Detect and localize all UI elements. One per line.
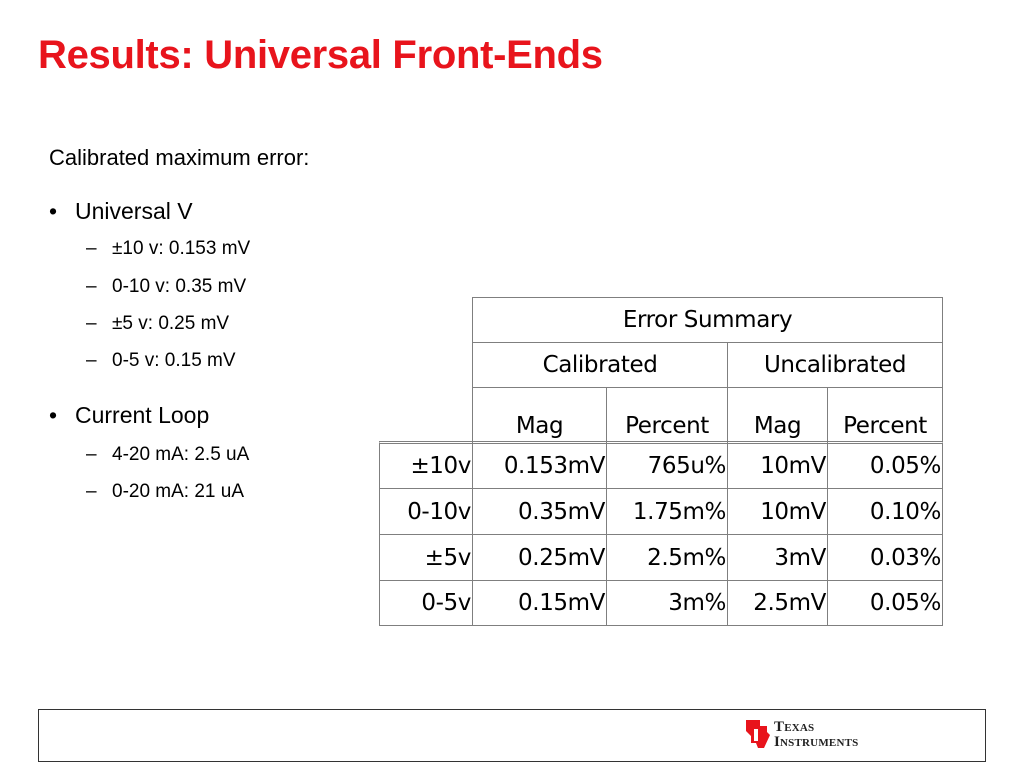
row-label: ±10v [379, 441, 473, 489]
table-cell: 3mV [727, 534, 828, 581]
table-cell: 10mV [727, 488, 828, 535]
table-cell: 0.10% [827, 488, 943, 535]
table-cell: 1.75m% [606, 488, 728, 535]
ti-logo [742, 716, 872, 752]
slide-title: Results: Universal Front-Ends [38, 33, 603, 77]
subheader-percent: Percent [606, 387, 728, 442]
group-uncalibrated: Uncalibrated [727, 342, 943, 388]
table-cell: 0.25mV [472, 534, 607, 581]
row-label: ±5v [379, 534, 473, 581]
subheader-percent: Percent [827, 387, 943, 442]
bullet-label: Universal V [75, 198, 193, 224]
bullet-dot: • [49, 402, 58, 428]
sub-item: – 0-5 v: 0.15 mV [86, 350, 236, 371]
row-label: 0-10v [379, 488, 473, 535]
bullet-label: Current Loop [75, 402, 210, 428]
bullet-dot: • [49, 198, 58, 224]
logo-line-1: Texas [774, 719, 815, 735]
table-cell: 2.5mV [727, 580, 828, 626]
table-title: Error Summary [472, 297, 943, 343]
table-cell: 0.03% [827, 534, 943, 581]
table-cell: 0.153mV [472, 441, 607, 489]
row-label: 0-5v [379, 580, 473, 626]
table-cell: 10mV [727, 441, 828, 489]
texas-instruments-logo-icon [742, 717, 772, 751]
table-cell: 0.05% [827, 441, 943, 489]
intro-text: Calibrated maximum error: [49, 145, 310, 170]
subheader-mag: Mag [472, 387, 607, 442]
sub-item: – ±5 v: 0.25 mV [86, 313, 230, 334]
sub-item: – 4-20 mA: 2.5 uA [86, 444, 250, 465]
table-cell: 0.05% [827, 580, 943, 626]
sub-item: – 0-20 mA: 21 uA [86, 481, 245, 502]
table-cell: 3m% [606, 580, 728, 626]
table-cell: 0.35mV [472, 488, 607, 535]
subheader-mag: Mag [727, 387, 828, 442]
sub-item: – 0-10 v: 0.35 mV [86, 276, 247, 297]
table-cell: 765u% [606, 441, 728, 489]
logo-line-2: Instruments [774, 734, 859, 750]
group-calibrated: Calibrated [472, 342, 728, 388]
table-cell: 0.15mV [472, 580, 607, 626]
sub-item: – ±10 v: 0.153 mV [86, 238, 251, 259]
table-cell: 2.5m% [606, 534, 728, 581]
